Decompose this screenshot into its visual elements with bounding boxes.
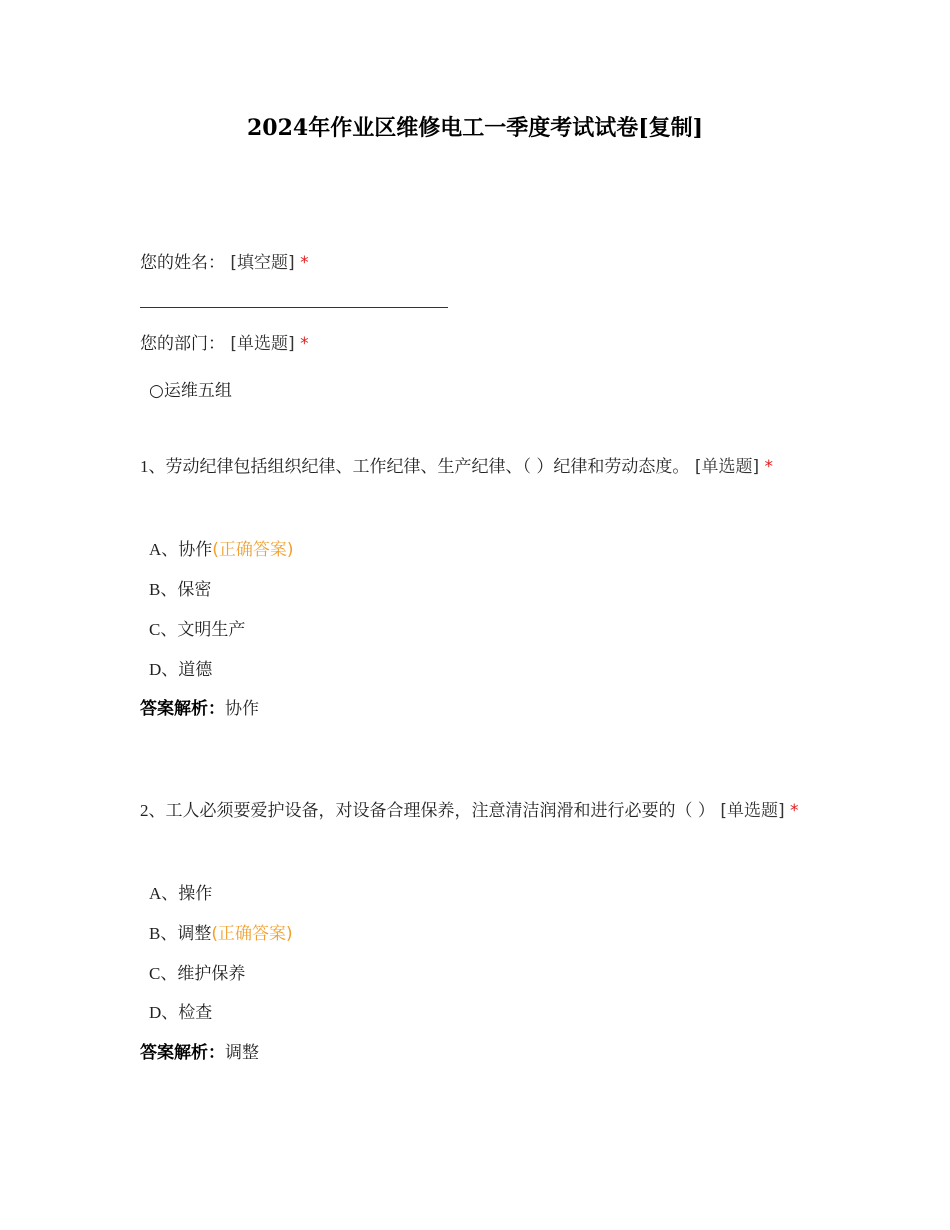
analysis-value: 调整 [225,1043,259,1063]
option-text: 、调整 [160,924,212,944]
title-text: 年作业区维修电工一季度考试试卷[复制] [308,115,704,141]
answer-analysis [140,697,259,721]
department-field-type: [单选题] [230,334,295,354]
option-text: 、道德 [161,660,213,680]
option-letter: A [149,540,162,559]
option-letter: C [149,964,161,983]
option-text: 、保密 [160,580,212,600]
department-option[interactable]: ○运维五组 [149,381,232,401]
name-answer-line[interactable] [140,307,448,308]
option-text: 、检查 [161,1003,213,1023]
question-number: 1 [140,457,149,476]
option-text: 、操作 [161,884,213,904]
answer-analysis [140,1041,259,1065]
question-2 [140,792,805,830]
question-text: 、工人必须要爱护设备，对设备合理保养，注意清洁润滑和进行必要的（ ） [148,801,715,821]
option-letter: D [149,1003,162,1022]
department-field [140,326,805,363]
correct-answer-tag: (正确答案) [211,924,293,944]
question-type: [单选题] [694,457,760,477]
option-text: 、文明生产 [160,620,246,640]
option-letter: B [149,580,161,599]
option-d[interactable] [149,1001,212,1025]
analysis-label: 答案解析： [140,699,225,719]
option-b[interactable] [149,578,211,602]
option-c[interactable] [149,962,245,986]
option-letter: A [149,884,162,903]
page-title [0,113,950,143]
name-field-type: [填空题] [230,253,295,273]
title-year: 2024 [246,115,309,141]
option-text: 、维护保养 [160,964,246,984]
analysis-label: 答案解析： [140,1043,225,1063]
option-b[interactable] [149,922,293,946]
option-c[interactable] [149,618,245,642]
correct-answer-tag: (正确答案) [212,540,294,560]
option-a[interactable] [149,882,212,906]
department-field-label: 您的部门： [140,334,225,354]
option-letter: D [149,660,162,679]
required-mark: * [300,253,309,273]
required-mark: * [789,801,799,821]
option-a[interactable] [149,538,294,562]
option-letter: C [149,620,161,639]
required-mark: * [764,457,773,477]
option-text: 、协作 [161,540,213,560]
required-mark: * [300,334,309,354]
question-number: 2 [140,801,149,820]
name-field [140,245,805,282]
question-text: 、劳动纪律包括组织纪律、工作纪律、生产纪律、（ ）纪律和劳动态度。 [148,457,690,477]
option-letter: B [149,924,161,943]
question-1 [140,448,805,486]
name-field-label: 您的姓名： [140,253,225,273]
analysis-value: 协作 [225,699,259,719]
question-type: [单选题] [720,801,785,821]
option-d[interactable] [149,658,212,682]
